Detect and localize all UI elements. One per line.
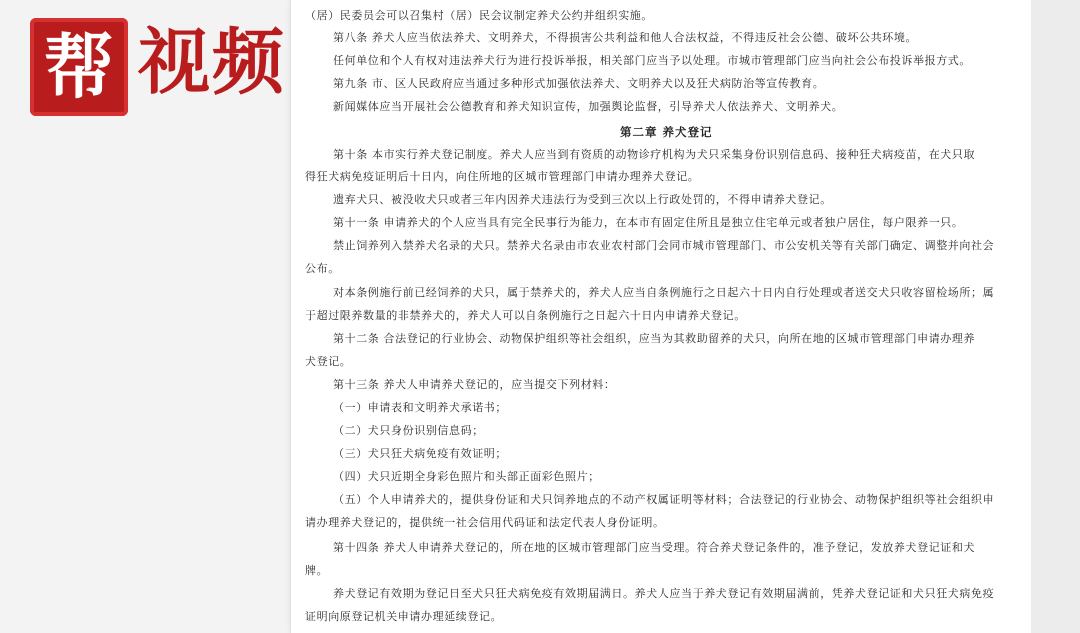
- doc-line: 证明向原登记机关申请办理延续登记。: [305, 610, 503, 623]
- chapter-title: 第二章 养犬登记: [620, 125, 713, 139]
- doc-line: 第十二条 合法登记的行业协会、动物保护组织等社会组织，应当为其救助留养的犬只，向所在地的区城市管理部门申请办理养: [333, 332, 976, 345]
- doc-line: 禁止饲养列入禁养犬名录的犬只。禁养犬名录由市农业农村部门会同市城市管理部门、市公安机关等有关部门确定、调整并向社会: [333, 239, 995, 252]
- doc-line: 第十条 本市实行养犬登记制度。养犬人应当到有资质的动物诊疗机构为犬只采集身份识别信息码、接种狂犬病疫苗，在犬只取: [333, 148, 976, 161]
- doc-line: 犬登记。: [305, 355, 352, 368]
- doc-line: 于超过限养数量的非禁养犬的，养犬人可以自条例施行之日起六十日内申请养犬登记。: [305, 309, 746, 322]
- doc-line: 第十三条 养犬人申请养犬登记的，应当提交下列材料：: [333, 378, 616, 391]
- logo-word: 视频: [138, 19, 287, 104]
- doc-line: 第十一条 申请养犬的个人应当具有完全民事行为能力，在本市有固定住所且是独立住宅单元或者独户居住，每户限养一只。: [333, 216, 964, 229]
- doc-line: 第九条 市、区人民政府应当通过多种形式加强依法养犬、文明养犬以及狂犬病防治等宣传教育。: [333, 77, 825, 90]
- doc-line: （五）个人申请养犬的，提供身份证和犬只饲养地点的不动产权属证明等材料；合法登记的行业协会、动物保护组织等社会组织申: [333, 493, 995, 506]
- doc-line: 请办理养犬登记的，提供统一社会信用代码证和法定代表人身份证明。: [305, 516, 665, 529]
- doc-line: 牌。: [305, 564, 329, 577]
- watermark-logo: [30, 18, 290, 118]
- doc-line: （居）民委员会可以召集村（居）民会议制定养犬公约并组织实施。: [305, 9, 653, 22]
- doc-line: 第十四条 养犬人申请养犬登记的，所在地的区城市管理部门应当受理。符合养犬登记条件的，准予登记，发放养犬登记证和犬: [333, 541, 976, 554]
- doc-line: 新闻媒体应当开展社会公德教育和养犬知识宣传，加强舆论监督，引导养犬人依法养犬、文明养犬。: [333, 100, 844, 113]
- doc-line: 公布。: [305, 262, 340, 275]
- page-margin: [1031, 0, 1080, 633]
- logo-mark: 帮: [30, 18, 128, 116]
- doc-line: 养犬登记有效期为登记日至犬只狂犬病免疫有效期届满日。养犬人应当于养犬登记有效期届满前，凭养犬登记证和犬只狂犬病免疫: [333, 587, 995, 600]
- doc-line: （二）犬只身份识别信息码；: [333, 424, 484, 437]
- doc-line: 遗弃犬只、被没收犬只或者三年内因养犬违法行为受到三次以上行政处罚的，不得申请养犬登记。: [333, 193, 832, 206]
- doc-line: （一）申请表和文明养犬承诺书；: [333, 401, 507, 414]
- doc-line: （三）犬只狂犬病免疫有效证明；: [333, 447, 507, 460]
- doc-line: 任何单位和个人有权对违法养犬行为进行投诉举报，相关部门应当予以处理。市城市管理部门应当向社会公布投诉举报方式。: [333, 54, 971, 67]
- doc-line: 得狂犬病免疫证明后十日内，向住所地的区城市管理部门申请办理养犬登记。: [305, 170, 700, 183]
- doc-line: 第八条 养犬人应当依法养犬、文明养犬，不得损害公共利益和他人合法权益，不得违反社会公德、破坏公共环境。: [333, 31, 918, 44]
- doc-line: 对本条例施行前已经饲养的犬只，属于禁养犬的，养犬人应当自条例施行之日起六十日内自行处理或者送交犬只收容留检场所；属: [333, 286, 995, 299]
- doc-line: （四）犬只近期全身彩色照片和头部正面彩色照片；: [333, 470, 600, 483]
